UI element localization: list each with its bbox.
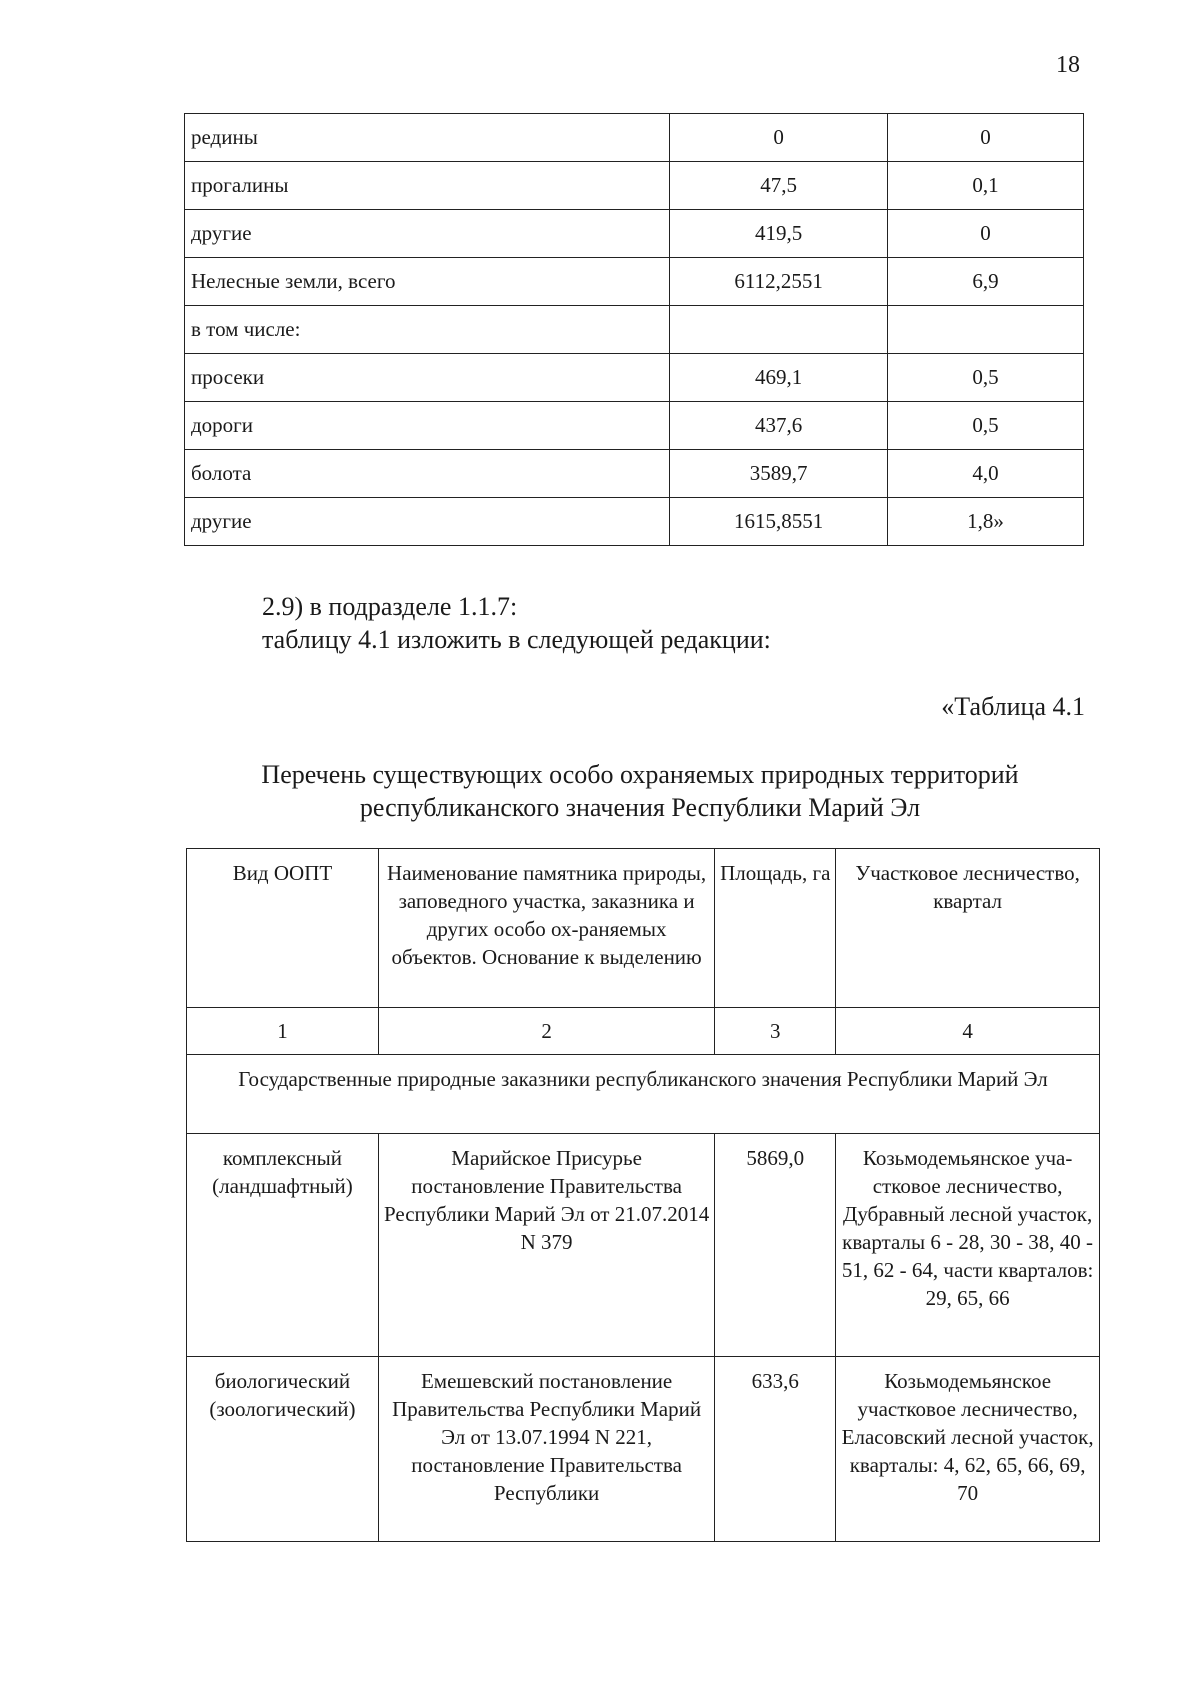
cell-area: 437,6 <box>670 402 888 450</box>
table-row <box>185 450 1084 498</box>
cell-percent: 0 <box>887 210 1083 258</box>
cell-land-category: в том числе: <box>185 306 670 354</box>
header-type: Вид ООПТ <box>187 849 379 1008</box>
header-location: Участковое лесничество, квартал <box>836 849 1100 1008</box>
cell-percent: 0,1 <box>887 162 1083 210</box>
cell-location: Козьмодемьянское уча-стковое лесничество, Дубравный лесной участок, кварталы 6 - 28, 30 - 38, 40 - 51, 62 - 64, части кварталов: 29, 65, 66 <box>836 1134 1100 1357</box>
table-row <box>187 1357 1100 1542</box>
cell-land-category: просеки <box>185 354 670 402</box>
cell-area: 1615,8551 <box>670 498 888 546</box>
table-row <box>185 354 1084 402</box>
amendment-text <box>262 590 771 656</box>
cell-percent: 1,8» <box>887 498 1083 546</box>
land-categories-table <box>184 113 1084 546</box>
amendment-line-2: таблицу 4.1 изложить в следующей редакции: <box>262 625 771 654</box>
cell-percent: 6,9 <box>887 258 1083 306</box>
cell-area: 47,5 <box>670 162 888 210</box>
cell-percent: 0 <box>887 114 1083 162</box>
table-row <box>187 1134 1100 1357</box>
column-number: 4 <box>836 1008 1100 1055</box>
section-row <box>187 1055 1100 1134</box>
cell-location: Козьмодемьянское участковое лесничество, Еласовский лесной участок, кварталы: 4, 62, 65, 66, 69, 70 <box>836 1357 1100 1542</box>
cell-area: 469,1 <box>670 354 888 402</box>
table-row <box>185 210 1084 258</box>
amendment-line-1: 2.9) в подразделе 1.1.7: <box>262 592 518 621</box>
cell-land-category: дороги <box>185 402 670 450</box>
section-title: Государственные природные заказники республиканского значения Республики Марий Эл <box>187 1055 1100 1134</box>
cell-name: Емешевский постановление Правительства Республики Марий Эл от 13.07.1994 N 221, постановление Правительства Республики <box>378 1357 714 1542</box>
table-row <box>185 498 1084 546</box>
header-area: Площадь, га <box>715 849 836 1008</box>
table-row <box>185 402 1084 450</box>
cell-area <box>670 306 888 354</box>
table-row <box>185 258 1084 306</box>
cell-area: 0 <box>670 114 888 162</box>
column-number: 3 <box>715 1008 836 1055</box>
table-row <box>185 114 1084 162</box>
header-name: Наименование памятника природы, заповедного участка, заказника и других особо ох-раняемых объектов. Основание к выделению <box>378 849 714 1008</box>
column-number-row <box>187 1008 1100 1055</box>
cell-land-category: болота <box>185 450 670 498</box>
table-title-line-2: республиканского значения Республики Марий Эл <box>359 793 921 822</box>
table-caption: «Таблица 4.1 <box>941 692 1085 721</box>
cell-area: 5869,0 <box>715 1134 836 1357</box>
cell-area: 633,6 <box>715 1357 836 1542</box>
cell-type: биологический (зоологический) <box>187 1357 379 1542</box>
protected-areas-table <box>186 848 1100 1542</box>
cell-type: комплексный (ландшафтный) <box>187 1134 379 1357</box>
table-row <box>185 162 1084 210</box>
cell-percent: 4,0 <box>887 450 1083 498</box>
table-title-line-1: Перечень существующих особо охраняемых природных территорий <box>261 760 1019 789</box>
cell-land-category: редины <box>185 114 670 162</box>
column-number: 1 <box>187 1008 379 1055</box>
cell-land-category: другие <box>185 498 670 546</box>
cell-name: Марийское Присурье постановление Правительства Республики Марий Эл от 21.07.2014 N 379 <box>378 1134 714 1357</box>
cell-area: 419,5 <box>670 210 888 258</box>
cell-area: 6112,2551 <box>670 258 888 306</box>
cell-area: 3589,7 <box>670 450 888 498</box>
page-number: 18 <box>1056 52 1080 78</box>
cell-percent <box>887 306 1083 354</box>
cell-land-category: Нелесные земли, всего <box>185 258 670 306</box>
cell-percent: 0,5 <box>887 402 1083 450</box>
table-title <box>190 758 1090 824</box>
cell-percent: 0,5 <box>887 354 1083 402</box>
column-number: 2 <box>378 1008 714 1055</box>
table-header-row <box>187 849 1100 1008</box>
cell-land-category: прогалины <box>185 162 670 210</box>
table-row <box>185 306 1084 354</box>
cell-land-category: другие <box>185 210 670 258</box>
